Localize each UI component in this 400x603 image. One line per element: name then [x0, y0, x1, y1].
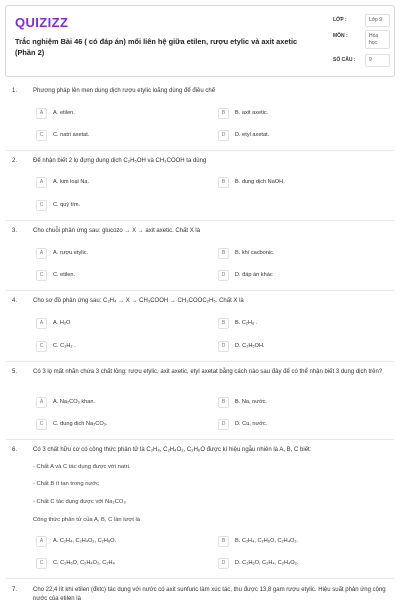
- option-text: D. etyl axetat.: [235, 132, 270, 138]
- question-text: Cho chuỗi phản ứng sau: glucozo → X → axit axetic. Chất X là: [33, 228, 201, 234]
- question-number: 7.: [12, 587, 18, 593]
- class-label: LỚP :: [333, 17, 347, 23]
- option-text: C. natri axetat.: [53, 132, 90, 138]
- option-letter: D: [218, 558, 229, 569]
- option-text: A. C₂H₄, C₂H₄O₂, C₂H₆O.: [53, 538, 117, 544]
- option-letter: D: [218, 419, 229, 430]
- option-text: B. C₂H₄, C₂H₆O, C₂H₄O₂.: [235, 538, 299, 544]
- option-letter: A: [36, 536, 47, 547]
- option-text: C. quỳ tím.: [53, 202, 81, 208]
- option-letter: D: [218, 130, 229, 141]
- question-prompt: Công thức phân tử của A, B, C lần lượt là: [33, 517, 140, 523]
- option-text: B. axit axetic.: [235, 110, 269, 116]
- option-letter: D: [218, 341, 229, 352]
- option-text: A. rượu etylic.: [53, 250, 89, 256]
- option-letter: A: [36, 177, 47, 188]
- option-letter: C: [36, 341, 47, 352]
- divider: [6, 290, 394, 291]
- divider: [6, 578, 394, 579]
- option-text: C. C₂H₆O, C₂H₄O₂, C₂H₄: [53, 560, 115, 566]
- divider: [6, 439, 394, 440]
- option-letter: B: [218, 177, 229, 188]
- option-letter: D: [218, 270, 229, 281]
- option-text: B. Na, nước.: [235, 399, 267, 405]
- option-letter: B: [218, 248, 229, 259]
- option-text: D. C₂H₆O, C₂H₄, C₂H₄O₂.: [235, 560, 299, 566]
- option-letter: C: [36, 200, 47, 211]
- option-text: C. etilen.: [53, 272, 76, 278]
- question-count-value: 9: [365, 54, 390, 67]
- quiz-header: [5, 5, 395, 77]
- option-letter: A: [36, 108, 47, 119]
- question-condition: - Chất C tác dụng được với Na₂CO₃: [33, 499, 126, 505]
- question-text: Cho sơ đồ phản ứng sau: C₂H₄ → X → CH₃COOH → CH₃COOC₂H₅. Chất X là: [33, 298, 244, 304]
- option-text: B. khí cacbonic.: [235, 250, 275, 256]
- option-text: D. đáp án khác: [235, 272, 273, 278]
- question-number: 4.: [12, 298, 18, 304]
- option-text: C. C₂H₂ .: [53, 343, 76, 349]
- question-number: 1.: [12, 88, 18, 94]
- question-number: 6.: [12, 447, 18, 453]
- question-number: 2.: [12, 158, 18, 164]
- option-text: A. H₂O: [53, 320, 71, 326]
- question-condition: - Chất A và C tác dụng được với natri.: [33, 464, 131, 470]
- option-letter: C: [36, 270, 47, 281]
- question-number: 5.: [12, 369, 18, 375]
- option-letter: B: [218, 397, 229, 408]
- subject-label: MÔN :: [333, 33, 348, 39]
- option-letter: A: [36, 248, 47, 259]
- question-text: Phương pháp lên men dung dịch rượu etylic loãng dùng để điều chế: [33, 88, 216, 94]
- divider: [6, 361, 394, 362]
- question-text: Có 3 lọ mất nhãn chứa 3 chất lỏng: rượu etylic, axit axetic, etyl axetat bằng cách nào sau đây để có thể nhận biết 3 dung dịch trên?: [33, 369, 383, 375]
- question-text: Để nhận biết 2 lọ đựng dung dịch C₂H₅OH và CH₃COOH ta dùng: [33, 158, 207, 164]
- option-letter: C: [36, 130, 47, 141]
- option-letter: C: [36, 558, 47, 569]
- option-text: C. dung dịch Na₂CO₃.: [53, 421, 108, 427]
- question-number: 3.: [12, 228, 18, 234]
- option-text: D. Cu, nước.: [235, 421, 268, 427]
- option-text: B. C₂H₆ .: [235, 320, 258, 326]
- option-letter: B: [218, 536, 229, 547]
- subject-value: Hóa học: [365, 30, 390, 49]
- option-text: A. kim loại Na.: [53, 179, 90, 185]
- question-condition: - Chất B ít tan trong nước: [33, 481, 100, 487]
- divider: [6, 150, 394, 151]
- quizizz-logo: QUIZIZZ: [15, 15, 69, 30]
- option-letter: A: [36, 397, 47, 408]
- option-text: B. dung dịch NaOH.: [235, 179, 285, 185]
- question-text: Cho 22,4 lít khí etilen (đktc) tác dụng với nước có axit sunfuric làm xúc tác, thu được 13,8 gam rượu etylic. Hiệu suất phản ứng cộng nước của etilen là: [33, 587, 386, 602]
- divider: [6, 220, 394, 221]
- option-letter: B: [218, 108, 229, 119]
- quiz-title: Trắc nghiệm Bài 46 ( có đáp án) mối liên hệ giữa etilen, rượu etylic và axit axetic (Phần 2): [15, 37, 298, 57]
- option-letter: B: [218, 318, 229, 329]
- option-text: A. Na₂CO₃ khan.: [53, 399, 96, 405]
- option-text: D. C₂H₅OH.: [235, 343, 265, 349]
- option-text: A. etilen.: [53, 110, 75, 116]
- option-letter: A: [36, 318, 47, 329]
- question-text: Có 3 chất hữu cơ có công thức phân tử là C₂H₄, C₂H₄O₂, C₂H₆O được kí hiệu ngẫu nhiên là A, B, C biết:: [33, 447, 312, 453]
- option-letter: C: [36, 419, 47, 430]
- class-value: Lớp 9: [365, 14, 390, 27]
- question-count-label: SỐ CÂU :: [333, 57, 356, 63]
